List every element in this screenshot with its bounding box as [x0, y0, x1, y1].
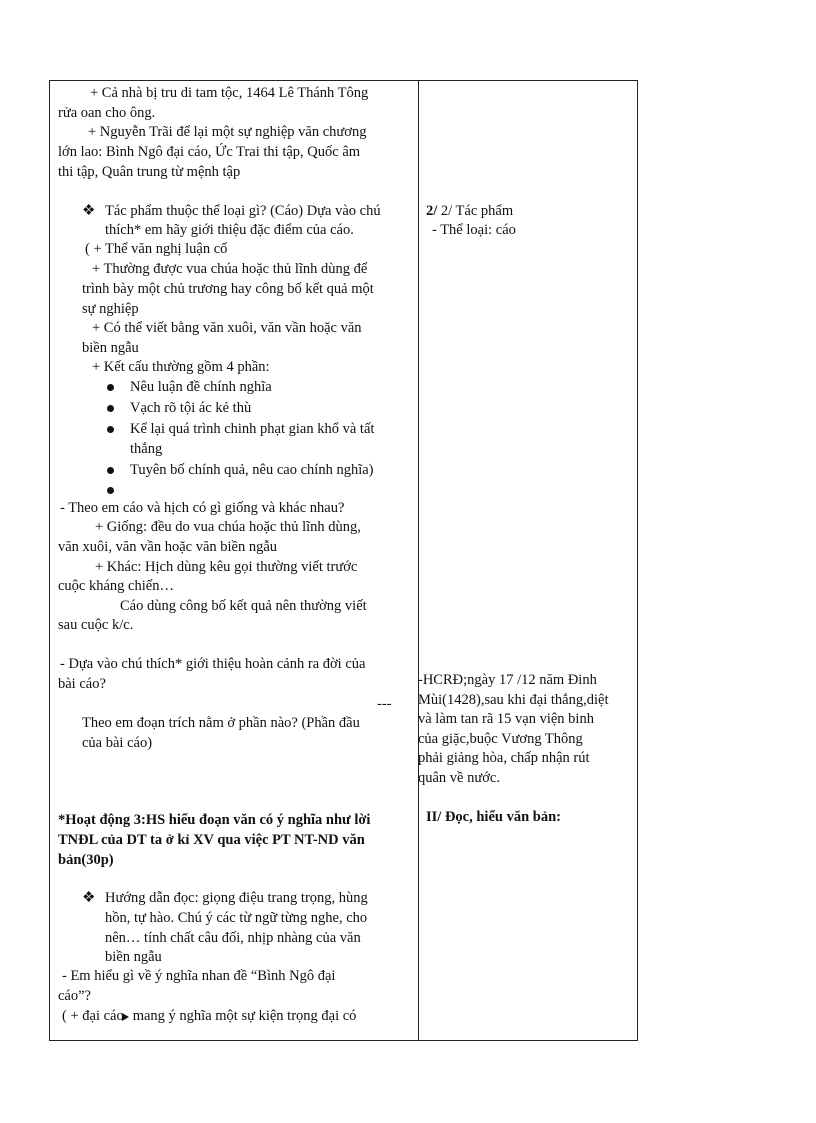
column-divider — [418, 81, 419, 1040]
diamond-bullet-icon: ❖ — [82, 203, 96, 219]
question-line: - Em hiểu gì về ý nghĩa nhan đề “Bình Ngô đại — [62, 968, 336, 984]
text-line: -HCRĐ;ngày 17 /12 năm Đinh — [418, 672, 597, 688]
text-line: Mùi(1428),sau khi đại thắng,diệt — [418, 692, 609, 708]
activity-heading: bản(30p) — [58, 852, 114, 868]
list-item: Vạch rõ tội ác kẻ thù — [130, 400, 252, 416]
text-line: nên… tính chất câu đối, nhịp nhàng của văn — [105, 930, 361, 946]
text-line: + Cả nhà bị tru di tam tộc, 1464 Lê Thánh Tông — [90, 85, 369, 101]
question-line: thích* em hãy giới thiệu đặc điểm của cáo. — [105, 222, 354, 238]
answer-line: trình bày một chủ trương hay công bố kết quả một — [82, 281, 374, 297]
answer-line: + Kết cấu thường gồm 4 phần: — [92, 359, 270, 375]
question-line: Tác phẩm thuộc thể loại gì? (Cáo) Dựa vào chú — [105, 203, 381, 219]
activity-heading: *Hoạt động 3:HS hiểu đoạn văn có ý nghĩa như lời — [58, 812, 371, 828]
text-line: thi tập, Quân trung từ mệnh tập — [58, 164, 241, 180]
text-line: phải giảng hòa, chấp nhận rút — [418, 750, 590, 766]
bullet-dot-icon — [107, 405, 114, 412]
list-item: Kể lại quá trình chinh phạt gian khổ và tất — [130, 421, 375, 437]
answer-line: + Thường được vua chúa hoặc thủ lĩnh dùng để — [92, 261, 368, 277]
list-item: Tuyên bố chính quả, nêu cao chính nghĩa) — [130, 462, 374, 478]
text-line: - Thể loại: cáo — [432, 222, 516, 238]
section-heading: II/ Đọc, hiểu văn bản: — [426, 809, 561, 825]
text-line: của giặc,buộc Vương Thông — [418, 731, 583, 747]
list-item: thắng — [130, 441, 163, 457]
answer-line: biền ngẫu — [82, 340, 139, 356]
question-line: Theo em đoạn trích nằm ở phần nào? (Phần đầu — [82, 715, 360, 731]
question-line: - Theo em cáo và hịch có gì giống và khác nhau? — [60, 500, 345, 516]
question-line: bài cáo? — [58, 676, 106, 692]
text-line: lớn lao: Bình Ngô đại cáo, Ức Trai thi tập, Quốc âm — [58, 144, 361, 160]
answer-line — [62, 1007, 356, 1025]
activity-heading: TNĐL của DT ta ở kỉ XV qua việc PT NT-ND văn — [58, 832, 365, 848]
answer-text: mang ý nghĩa một sự kiện trọng đại có — [132, 1008, 357, 1024]
section-title-text: 2/ Tác phẩm — [440, 203, 514, 219]
section-title: 2/ 2/ Tác phẩm — [426, 203, 514, 219]
answer-line: sau cuộc k/c. — [58, 617, 134, 633]
answer-line: Cáo dùng công bố kết quả nên thường viết — [120, 598, 367, 614]
question-line: cáo”? — [58, 988, 91, 1004]
text-line: quân về nước. — [418, 770, 500, 786]
list-item: Nêu luận đề chính nghĩa — [130, 379, 272, 395]
lesson-table — [49, 80, 638, 1041]
text-line: + Nguyễn Trãi để lại một sự nghiệp văn chương — [88, 124, 367, 140]
text-line: Hướng dẫn đọc: giọng điệu trang trọng, hùng — [105, 890, 368, 906]
arrow-right-icon — [122, 1013, 129, 1021]
question-line: - Dựa vào chú thích* giới thiệu hoàn cảnh ra đời của — [60, 656, 366, 672]
text-line: biền ngẫu — [105, 949, 162, 965]
bullet-dot-icon — [107, 426, 114, 433]
bullet-dot-icon — [107, 487, 114, 494]
answer-line: + Có thể viết bằng văn xuôi, văn vần hoặc văn — [92, 320, 362, 336]
answer-line: ( + Thể văn nghị luận cổ — [85, 241, 228, 257]
text-line: hồn, tự hào. Chú ý các từ ngữ từng nghe, cho — [105, 910, 368, 926]
bullet-dot-icon — [107, 467, 114, 474]
answer-line: văn xuôi, văn vần hoặc văn biền ngẫu — [58, 539, 278, 555]
bullet-dot-icon — [107, 384, 114, 391]
answer-line: + Giống: đều do vua chúa hoặc thủ lĩnh dùng, — [95, 519, 361, 535]
answer-line: + Khác: Hịch dùng kêu gọi thường viết trước — [95, 559, 358, 575]
answer-line: sự nghiệp — [82, 301, 139, 317]
diamond-bullet-icon: ❖ — [82, 890, 96, 906]
answer-line: cuộc kháng chiến… — [58, 578, 174, 594]
question-line: của bài cáo) — [82, 735, 153, 751]
text-line: và làm tan rã 15 vạn viện binh — [418, 711, 594, 727]
answer-text: ( + đại cáo — [62, 1008, 124, 1024]
dashes: --- — [377, 696, 392, 712]
text-line: rửa oan cho ông. — [58, 105, 156, 121]
